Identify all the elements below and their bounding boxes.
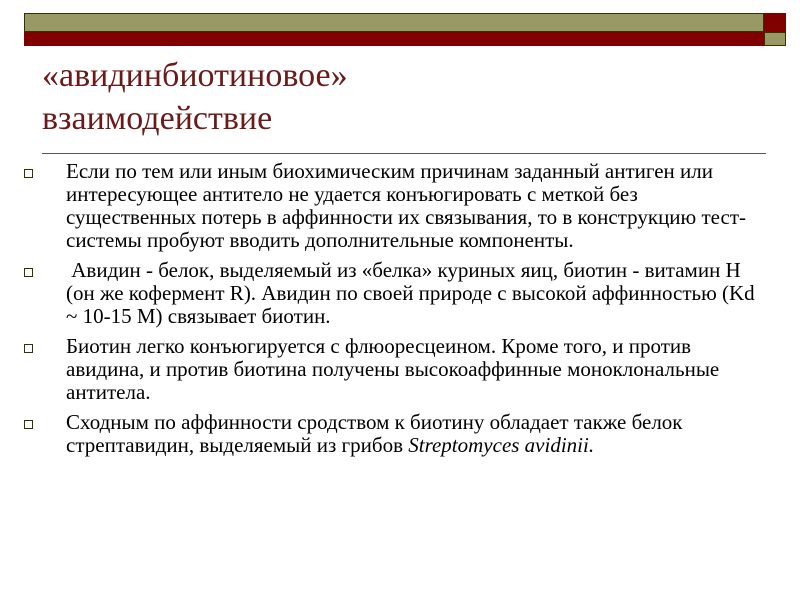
hollow-square-bullet-icon [24,420,33,429]
hollow-square-bullet-icon [24,344,33,353]
bullet-text: Сходным по аффинности сродством к биотину обладает также белок стрептавидин, выделяемый из грибов [66,410,683,457]
header-bar-maroon [24,32,786,46]
header-corner-olive [764,32,786,46]
bullet-item [22,411,767,457]
bullet-item [22,335,767,404]
bullet-text: Биотин легко конъюгируется с флюоресцеином. Кроме того, и против авидина, и против биотина получены высокоаффинные моноклональные антитела. [66,334,720,404]
bullet-list [22,160,767,464]
bullet-item [22,160,767,252]
header-bar-olive [24,13,764,32]
bullet-text: Если по тем или иным биохимическим причинам заданный антиген или интересующее антитело не удается конъюгировать с меткой без существенных потерь в аффинности их связывания, то в конструкцию тест-системы пробуют вводить дополнительные компоненты. [66,159,746,252]
bullet-item [22,259,767,328]
bullet-text: Авидин - белок, выделяемый из «белка» куриных яиц, биотин - витамин Н (он же кофермент R). Авидин по своей природе с высокой аффинностью (Kd ~ 10-15 М) связывает биотин. [66,258,760,328]
title-divider [42,153,766,154]
slide-title-line-2: взаимодействие [42,100,273,137]
hollow-square-bullet-icon [24,169,33,178]
header-corner-maroon [764,13,786,32]
bullet-text-italic-species: Streptomyces avidinii. [408,433,595,457]
slide-title [42,54,762,140]
slide-title-line-1: «авидинбиотиновое» [42,57,348,94]
hollow-square-bullet-icon [24,268,33,277]
